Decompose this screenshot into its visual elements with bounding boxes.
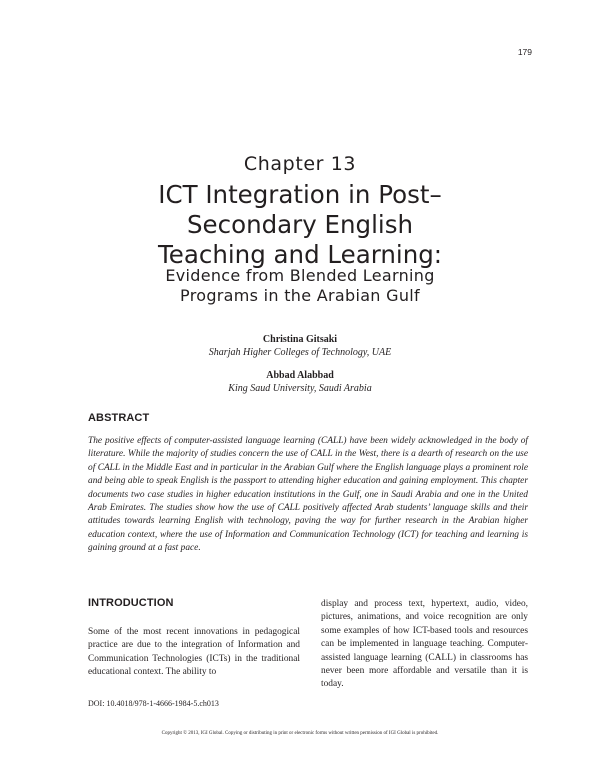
introduction-heading: INTRODUCTION <box>88 597 174 609</box>
doi: DOI: 10.4018/978-1-4666-1984-5.ch013 <box>88 699 219 708</box>
author-block <box>0 369 600 395</box>
subtitle-line: Programs in the Arabian Gulf <box>180 286 420 305</box>
page-number: 179 <box>517 47 532 57</box>
author-affiliation: Sharjah Higher Colleges of Technology, UAE <box>208 347 392 358</box>
introduction-right-column: display and process text, hypertext, audio, video, pictures, animations, and voice recognition are only some examples of how ICT-based tools and resources can be implemented in language teaching. Computer-assisted language learning (CALL) in classrooms has never been more affordable and versatile than it is today. <box>321 599 528 690</box>
title-line: Teaching and Learning: <box>157 240 443 269</box>
abstract-text: The positive effects of computer-assisted language learning (CALL) have been widely acknowledged in the body of literature. While the majority of studies concern the use of CALL in the West, there is a dearth of research on the use of CALL in the Middle East and in particular in the Arabian Gulf where the English language plays a prominent role and being able to speak English is the passport to attending higher education and gaining employment. This chapter documents two case studies in higher education institutions in the Gulf, one in Saudi Arabia and one in the United Arab Emirates. The studies show how the use of CALL positively affected Arab students’ language skills and their attitudes towards learning English with technology, paving the way for further research in the Arabian higher education context, where the use of Information and Communication Technology (ICT) for teaching and learning is gaining ground at a fast pace. <box>88 436 528 554</box>
subtitle-line: Evidence from Blended Learning <box>165 266 435 285</box>
chapter-title <box>0 180 600 270</box>
author-name: Christina Gitsaki <box>262 334 338 345</box>
chapter-subtitle <box>0 266 600 306</box>
chapter-label: Chapter 13 <box>243 153 357 175</box>
introduction-left-column: Some of the most recent innovations in pedagogical practice are due to the integration of Information and Communication Technologies (ICTs) in the traditional educational context. The ability to <box>88 627 300 678</box>
author-affiliation: King Saud University, Saudi Arabia <box>228 383 372 394</box>
abstract-heading: ABSTRACT <box>88 412 150 424</box>
author-block <box>0 333 600 359</box>
title-line: Secondary English <box>186 210 413 239</box>
title-line: ICT Integration in Post– <box>158 180 442 209</box>
copyright-notice: Copyright © 2013, IGI Global. Copying or distributing in print or electronic forms without written permission of IGI Global is prohibited. <box>161 731 439 736</box>
author-name: Abbad Alabbad <box>266 370 334 381</box>
